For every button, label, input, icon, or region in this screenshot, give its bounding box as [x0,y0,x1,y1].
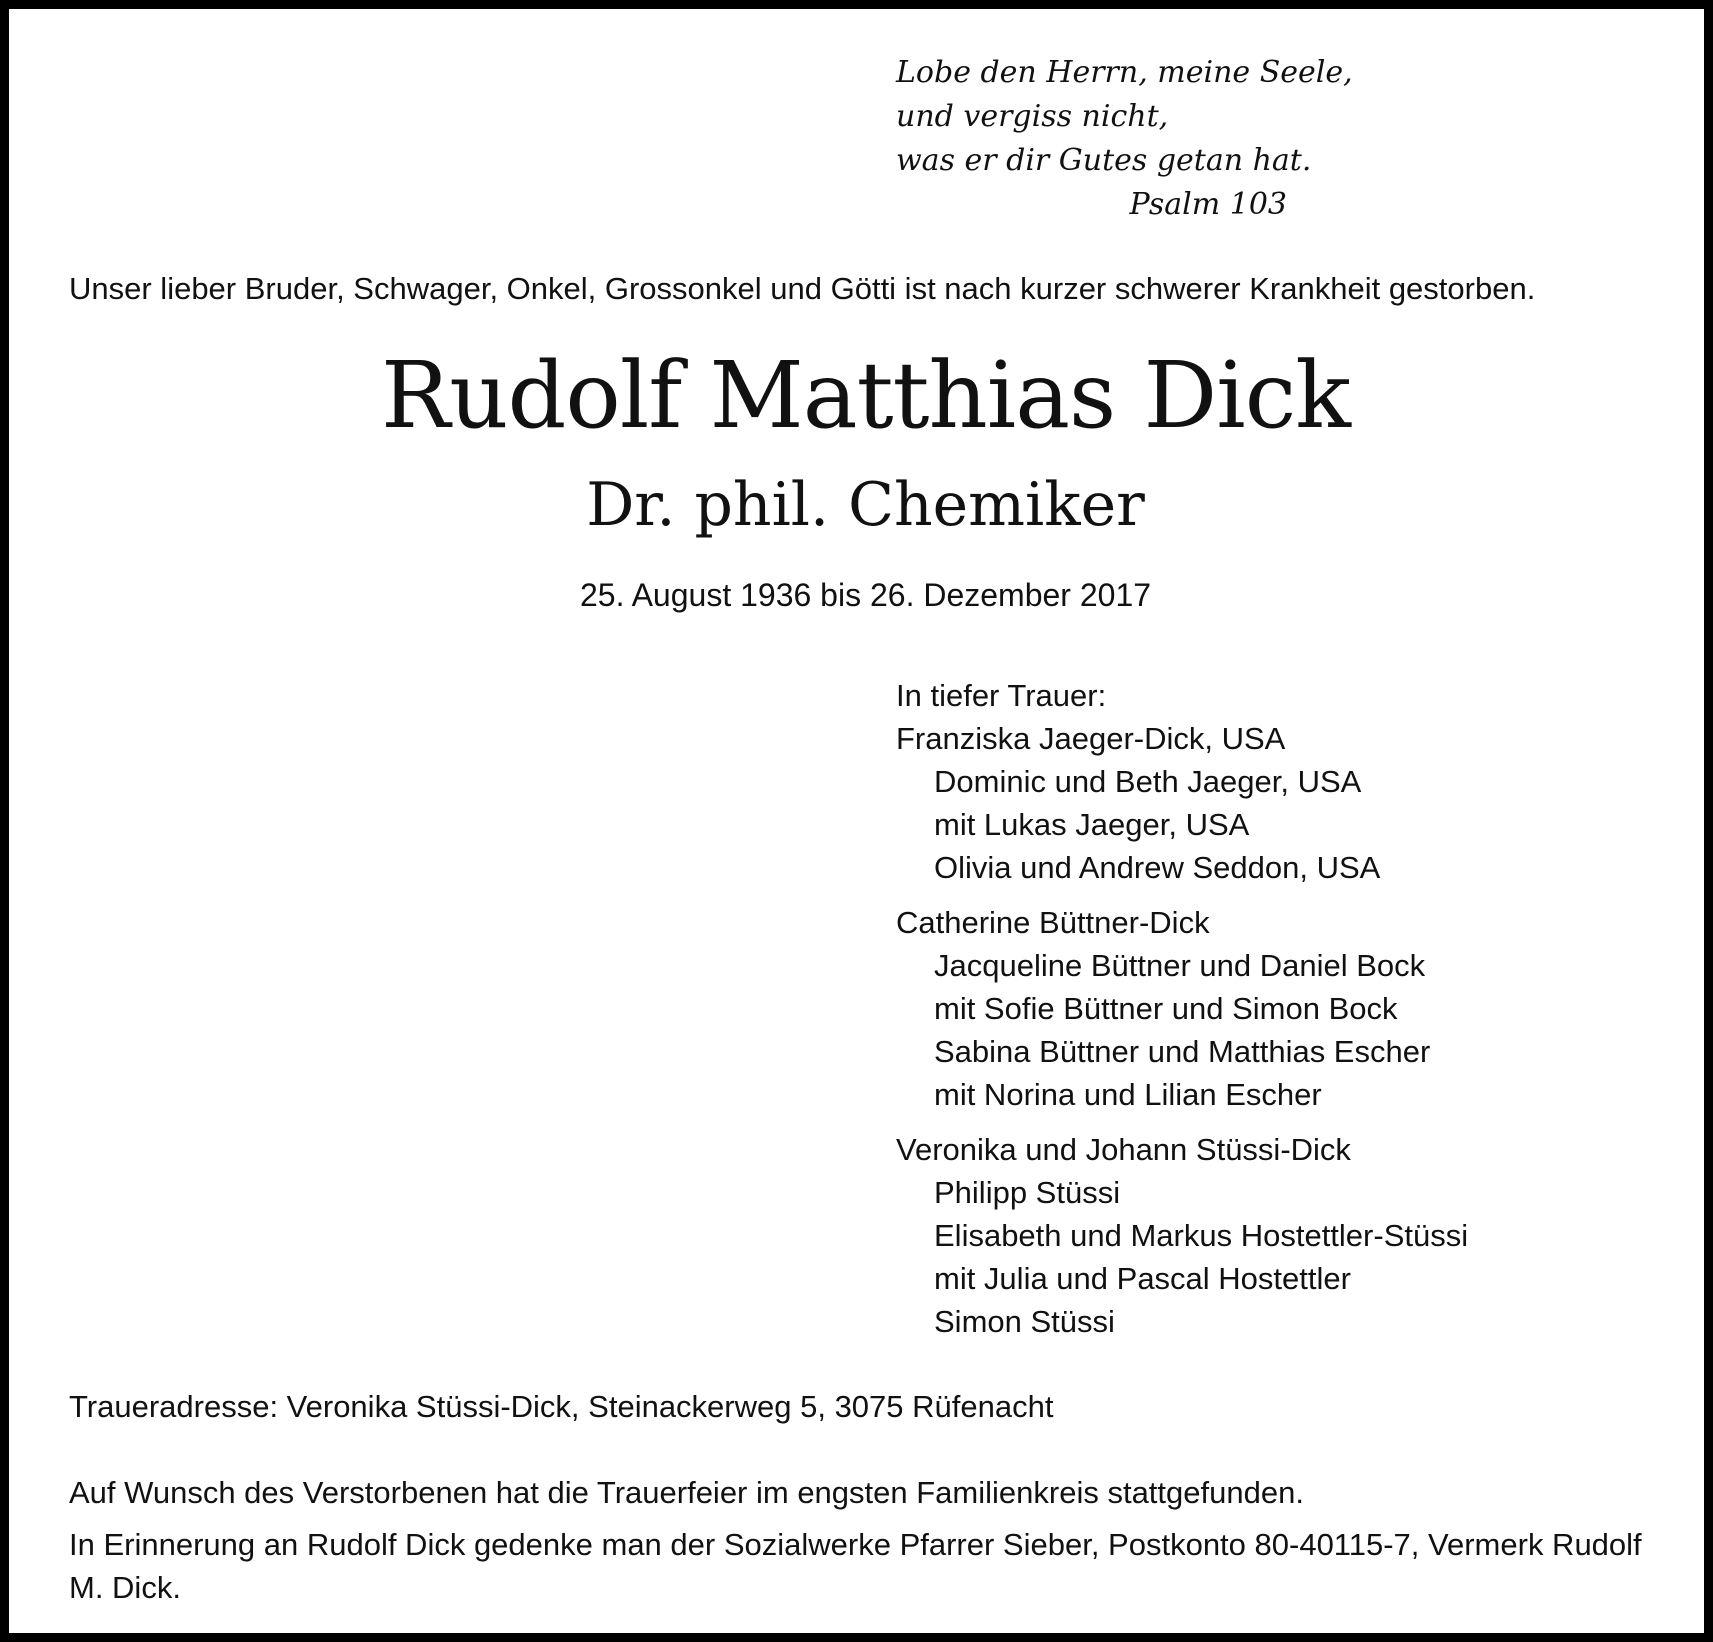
mourner-member: Sabina Büttner und Matthias Escher [934,1034,1431,1069]
mourner-group-head: Franziska Jaeger-Dick, USA [896,721,1286,756]
mourner-member: mit Sofie Büttner und Simon Bock [934,991,1398,1026]
mourner-group-head: Catherine Büttner-Dick [896,905,1210,940]
verse-line: was er dir Gutes getan hat. [896,143,1312,178]
mourners-heading: In tiefer Trauer: [896,678,1107,713]
intro-text: Unser lieber Bruder, Schwager, Onkel, Grossonkel und Götti ist nach kurzer schwerer Krankheit gestorben. [69,271,1536,306]
mourner-member: mit Lukas Jaeger, USA [934,807,1250,842]
ceremony-note: Auf Wunsch des Verstorbenen hat die Trauerfeier im engsten Familienkreis stattgefunden. [69,1475,1304,1510]
mourner-group [896,717,1656,889]
mourner-member: mit Julia und Pascal Hostettler [934,1261,1351,1296]
mourner-member: Olivia und Andrew Seddon, USA [934,850,1381,885]
verse-line: und vergiss nicht, [896,99,1169,134]
mourner-member: Simon Stüssi [934,1304,1115,1339]
life-dates: 25. August 1936 bis 26. Dezember 2017 [579,577,1152,613]
verse-line: Lobe den Herrn, meine Seele, [896,55,1353,90]
mourner-group-head: Veronika und Johann Stüssi-Dick [896,1132,1351,1167]
mourner-group [896,901,1656,1116]
mourner-group [896,1128,1656,1343]
mourner-member: mit Norina und Lilian Escher [934,1077,1322,1112]
mourning-address: Traueradresse: Veronika Stüssi-Dick, Steinackerweg 5, 3075 Rüfenacht [69,1389,1054,1424]
mourner-member: Elisabeth und Markus Hostettler-Stüssi [934,1218,1469,1253]
mourners-list [896,674,1656,1355]
mourner-member: Philipp Stüssi [934,1175,1121,1210]
deceased-profession: Dr. phil. Chemiker [586,470,1145,540]
psalm-verse [896,51,1353,227]
verse-reference: Psalm 103 [1129,187,1287,222]
donation-note: In Erinnerung an Rudolf Dick gedenke man der Sozialwerke Pfarrer Sieber, Postkonto 80-40115-7, Vermerk Rudolf M. Dick. [69,1527,1642,1605]
mourner-member: Dominic und Beth Jaeger, USA [934,764,1362,799]
mourner-member: Jacqueline Büttner und Daniel Bock [934,948,1426,983]
deceased-name: Rudolf Matthias Dick [381,342,1350,449]
